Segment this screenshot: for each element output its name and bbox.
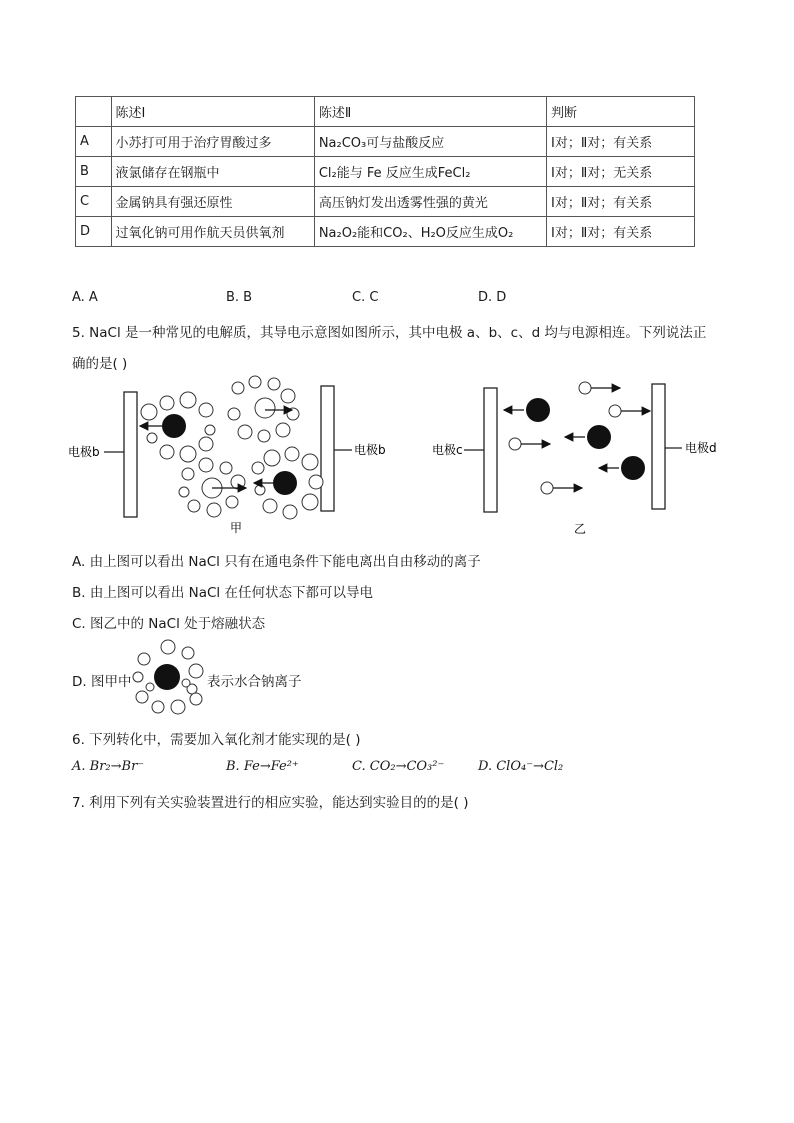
q6-option-d-text: D. ClO₄⁻→Cl₂	[478, 759, 564, 774]
table-header-row	[76, 97, 695, 127]
chloride-ion	[541, 482, 553, 494]
row-label: C	[76, 187, 112, 217]
statement-table	[75, 96, 695, 247]
sodium-ion	[621, 456, 645, 480]
statement-1: 金属钠具有强还原性	[111, 187, 314, 217]
table-header-cell: 判断	[547, 97, 695, 127]
q6-option-c-text: C. CO₂→CO₃²⁻	[352, 759, 445, 774]
judgement: Ⅰ对；Ⅱ对；有关系	[547, 127, 695, 157]
q4-option-d[interactable]: D. D	[478, 290, 507, 305]
statement-1: 过氧化钠可用作航天员供氧剂	[111, 217, 314, 247]
table-header-cell: 陈述Ⅱ	[314, 97, 546, 127]
row-label: B	[76, 157, 112, 187]
left-electrode-plate	[124, 392, 137, 517]
electrode-d-label: 电极d	[685, 441, 717, 455]
figure-jia	[68, 376, 386, 535]
figure-yi-caption: 乙	[574, 522, 587, 536]
table-row	[76, 217, 695, 247]
row-label: A	[76, 127, 112, 157]
q7-stem: 7. 利用下列有关实验装置进行的相应实验，能达到实验目的的是( )	[72, 795, 469, 811]
q5-option-d-prefix[interactable]: D. 图甲中	[72, 674, 132, 690]
q5-option-a[interactable]: A. 由上图可以看出 NaCl 只有在通电条件下能电离出自由移动的离子	[72, 554, 481, 570]
judgement: Ⅰ对；Ⅱ对；有关系	[547, 187, 695, 217]
q5-option-b[interactable]: B. 由上图可以看出 NaCl 在任何状态下都可以导电	[72, 585, 373, 601]
figure-yi	[432, 382, 717, 536]
q6-option-c[interactable]	[352, 759, 444, 774]
table-row	[76, 127, 695, 157]
q5-option-c[interactable]: C. 图乙中的 NaCl 处于熔融状态	[72, 616, 266, 632]
statement-2: Na₂CO₃可与盐酸反应	[314, 127, 546, 157]
q5-option-d-suffix: 表示水合钠离子	[207, 674, 302, 690]
q6-option-b-text: B. Fe→Fe²⁺	[226, 759, 299, 774]
hydrated-sodium-ion-icon	[130, 637, 206, 715]
sodium-ion	[587, 425, 611, 449]
q5-stem-line2: 确的是( )	[72, 356, 128, 372]
hydrated-chloride-ion	[228, 376, 299, 442]
right-electrode-plate	[321, 386, 334, 511]
sodium-ion	[526, 398, 550, 422]
statement-1: 液氯储存在钢瓶中	[111, 157, 314, 187]
chloride-ion	[609, 405, 621, 417]
statement-2: Na₂O₂能和CO₂、H₂O反应生成O₂	[314, 217, 546, 247]
nacl-conduction-figure	[60, 370, 740, 540]
table-header-cell	[76, 97, 112, 127]
q6-option-b[interactable]	[226, 759, 299, 774]
q6-option-a[interactable]	[72, 759, 144, 774]
statement-2: Cl₂能与 Fe 反应生成FeCl₂	[314, 157, 546, 187]
q5-stem-line1: 5. NaCl 是一种常见的电解质，其导电示意图如图所示，其中电极 a、b、c、d 均与电源相连。下列说法正	[72, 325, 707, 341]
left-electrode-label: 电极b	[68, 445, 100, 459]
statement-2: 高压钠灯发出透雾性强的黄光	[314, 187, 546, 217]
row-label: D	[76, 217, 112, 247]
chloride-ion	[509, 438, 521, 450]
hydrated-chloride-ion	[179, 458, 246, 517]
electrode-c-label: 电极c	[432, 443, 463, 457]
statement-1: 小苏打可用于治疗胃酸过多	[111, 127, 314, 157]
q6-option-a-text: A. Br₂→Br⁻	[72, 759, 145, 774]
q4-option-a[interactable]: A. A	[72, 290, 98, 305]
chloride-ion	[579, 382, 591, 394]
table-header-cell: 陈述Ⅰ	[111, 97, 314, 127]
hydrated-sodium-ion	[252, 447, 323, 519]
q4-option-b[interactable]: B. B	[226, 290, 253, 305]
table-row	[76, 157, 695, 187]
judgement: Ⅰ对；Ⅱ对；无关系	[547, 157, 695, 187]
judgement: Ⅰ对；Ⅱ对；有关系	[547, 217, 695, 247]
electrode-d-plate	[652, 384, 665, 509]
q6-option-d[interactable]	[478, 759, 563, 774]
table-row	[76, 187, 695, 217]
q6-stem: 6. 下列转化中，需要加入氧化剂才能实现的是( )	[72, 732, 361, 748]
right-electrode-label: 电极b	[354, 443, 386, 457]
hydrated-sodium-ion	[140, 392, 215, 462]
q4-option-c[interactable]: C. C	[352, 290, 379, 305]
electrode-c-plate	[484, 388, 497, 512]
figure-jia-caption: 甲	[230, 521, 243, 535]
